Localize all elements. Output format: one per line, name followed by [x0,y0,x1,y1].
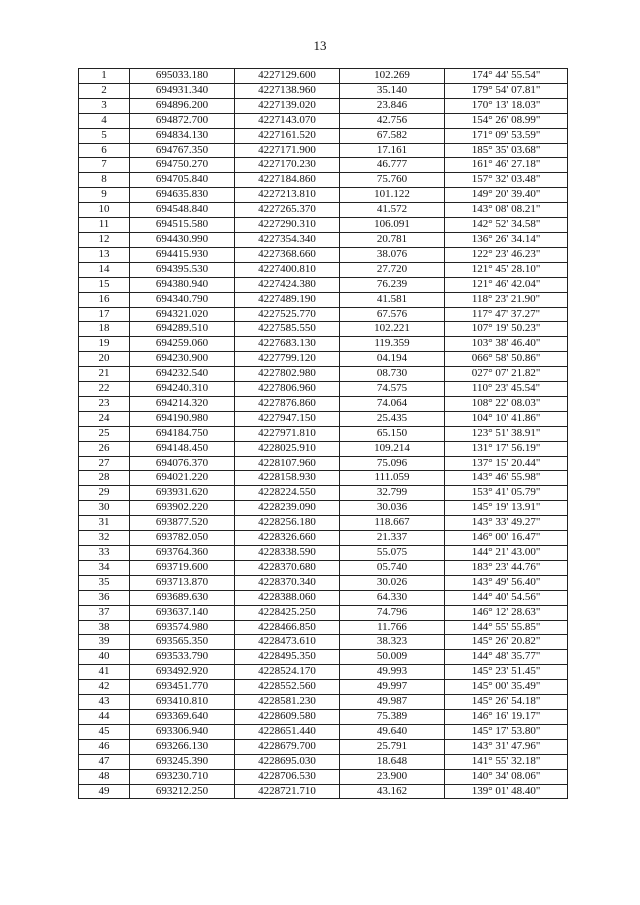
point-number-cell: 33 [79,546,130,561]
table-row [79,441,568,456]
table-row [79,605,568,620]
y-coordinate-cell: 4228107.960 [235,456,340,471]
angle-cell: 146° 00' 16.47" [445,531,568,546]
x-coordinate-cell: 694240.310 [130,382,235,397]
angle-cell: 122° 23' 46.23" [445,247,568,262]
angle-cell: 118° 23' 21.90" [445,292,568,307]
distance-cell: 43.162 [340,784,445,799]
point-number-cell: 46 [79,739,130,754]
angle-cell: 131° 17' 56.19" [445,441,568,456]
y-coordinate-cell: 4227161.520 [235,128,340,143]
point-number-cell: 42 [79,680,130,695]
y-coordinate-cell: 4228338.590 [235,546,340,561]
point-number-cell: 15 [79,277,130,292]
y-coordinate-cell: 4228466.850 [235,620,340,635]
y-coordinate-cell: 4227138.960 [235,83,340,98]
point-number-cell: 44 [79,709,130,724]
x-coordinate-cell: 693451.770 [130,680,235,695]
angle-cell: 145° 23' 51.45" [445,665,568,680]
table-row [79,203,568,218]
distance-cell: 18.648 [340,754,445,769]
angle-cell: 123° 51' 38.91" [445,426,568,441]
y-coordinate-cell: 4227184.860 [235,173,340,188]
y-coordinate-cell: 4228239.090 [235,501,340,516]
point-number-cell: 18 [79,322,130,337]
x-coordinate-cell: 693764.360 [130,546,235,561]
x-coordinate-cell: 694705.840 [130,173,235,188]
table-row [79,784,568,799]
table-row [79,546,568,561]
point-number-cell: 34 [79,560,130,575]
distance-cell: 23.846 [340,98,445,113]
distance-cell: 76.239 [340,277,445,292]
point-number-cell: 40 [79,650,130,665]
x-coordinate-cell: 694750.270 [130,158,235,173]
distance-cell: 109.214 [340,441,445,456]
x-coordinate-cell: 694415.930 [130,247,235,262]
y-coordinate-cell: 4228495.350 [235,650,340,665]
table-row [79,218,568,233]
distance-cell: 55.075 [340,546,445,561]
point-number-cell: 29 [79,486,130,501]
y-coordinate-cell: 4227947.150 [235,411,340,426]
angle-cell: 153° 41' 05.79" [445,486,568,501]
coordinates-table-body [79,69,568,799]
x-coordinate-cell: 694380.940 [130,277,235,292]
angle-cell: 121° 45' 28.10" [445,262,568,277]
point-number-cell: 35 [79,575,130,590]
x-coordinate-cell: 693565.350 [130,635,235,650]
table-row [79,531,568,546]
table-row [79,173,568,188]
table-row [79,426,568,441]
table-row [79,590,568,605]
angle-cell: 179° 54' 07.81" [445,83,568,98]
angle-cell: 146° 12' 28.63" [445,605,568,620]
point-number-cell: 37 [79,605,130,620]
x-coordinate-cell: 694289.510 [130,322,235,337]
point-number-cell: 19 [79,337,130,352]
distance-cell: 27.720 [340,262,445,277]
table-row [79,456,568,471]
y-coordinate-cell: 4227806.960 [235,382,340,397]
y-coordinate-cell: 4227585.550 [235,322,340,337]
point-number-cell: 31 [79,516,130,531]
table-row [79,620,568,635]
table-row [79,307,568,322]
x-coordinate-cell: 694340.790 [130,292,235,307]
y-coordinate-cell: 4227802.980 [235,367,340,382]
angle-cell: 142° 52' 34.58" [445,218,568,233]
x-coordinate-cell: 694430.990 [130,232,235,247]
distance-cell: 65.150 [340,426,445,441]
y-coordinate-cell: 4228256.180 [235,516,340,531]
distance-cell: 106.091 [340,218,445,233]
x-coordinate-cell: 694214.320 [130,396,235,411]
table-row [79,188,568,203]
angle-cell: 066° 58' 50.86" [445,352,568,367]
y-coordinate-cell: 4228370.680 [235,560,340,575]
angle-cell: 143° 33' 49.27" [445,516,568,531]
distance-cell: 75.096 [340,456,445,471]
point-number-cell: 4 [79,113,130,128]
point-number-cell: 39 [79,635,130,650]
table-row [79,337,568,352]
table-row [79,769,568,784]
angle-cell: 107° 19' 50.23" [445,322,568,337]
angle-cell: 103° 38' 46.40" [445,337,568,352]
angle-cell: 143° 49' 56.40" [445,575,568,590]
angle-cell: 157° 32' 03.48" [445,173,568,188]
table-row [79,83,568,98]
distance-cell: 67.582 [340,128,445,143]
y-coordinate-cell: 4228721.710 [235,784,340,799]
distance-cell: 49.987 [340,695,445,710]
table-row [79,560,568,575]
table-row [79,411,568,426]
angle-cell: 140° 34' 08.06" [445,769,568,784]
table-row [79,113,568,128]
distance-cell: 102.269 [340,69,445,84]
angle-cell: 136° 26' 34.14" [445,232,568,247]
angle-cell: 144° 40' 54.56" [445,590,568,605]
x-coordinate-cell: 694872.700 [130,113,235,128]
point-number-cell: 47 [79,754,130,769]
angle-cell: 117° 47' 37.27" [445,307,568,322]
y-coordinate-cell: 4227876.860 [235,396,340,411]
angle-cell: 171° 09' 53.59" [445,128,568,143]
y-coordinate-cell: 4227424.380 [235,277,340,292]
distance-cell: 38.076 [340,247,445,262]
y-coordinate-cell: 4228158.930 [235,471,340,486]
x-coordinate-cell: 694931.340 [130,83,235,98]
y-coordinate-cell: 4228609.580 [235,709,340,724]
y-coordinate-cell: 4228695.030 [235,754,340,769]
point-number-cell: 2 [79,83,130,98]
x-coordinate-cell: 693713.870 [130,575,235,590]
y-coordinate-cell: 4227170.230 [235,158,340,173]
angle-cell: 146° 16' 19.17" [445,709,568,724]
y-coordinate-cell: 4227525.770 [235,307,340,322]
distance-cell: 30.026 [340,575,445,590]
table-row [79,292,568,307]
y-coordinate-cell: 4227799.120 [235,352,340,367]
point-number-cell: 13 [79,247,130,262]
x-coordinate-cell: 694834.130 [130,128,235,143]
y-coordinate-cell: 4227971.810 [235,426,340,441]
x-coordinate-cell: 693637.140 [130,605,235,620]
distance-cell: 25.435 [340,411,445,426]
x-coordinate-cell: 693369.640 [130,709,235,724]
angle-cell: 143° 31' 47.96" [445,739,568,754]
distance-cell: 04.194 [340,352,445,367]
angle-cell: 174° 44' 55.54" [445,69,568,84]
y-coordinate-cell: 4228025.910 [235,441,340,456]
distance-cell: 08.730 [340,367,445,382]
angle-cell: 139° 01' 48.40" [445,784,568,799]
angle-cell: 161° 46' 27.18" [445,158,568,173]
point-number-cell: 20 [79,352,130,367]
distance-cell: 49.997 [340,680,445,695]
point-number-cell: 21 [79,367,130,382]
point-number-cell: 22 [79,382,130,397]
table-row [79,650,568,665]
distance-cell: 38.323 [340,635,445,650]
y-coordinate-cell: 4228581.230 [235,695,340,710]
y-coordinate-cell: 4228388.060 [235,590,340,605]
angle-cell: 145° 17' 53.80" [445,724,568,739]
angle-cell: 183° 23' 44.76" [445,560,568,575]
distance-cell: 35.140 [340,83,445,98]
x-coordinate-cell: 694548.840 [130,203,235,218]
x-coordinate-cell: 694021.220 [130,471,235,486]
distance-cell: 42.756 [340,113,445,128]
table-row [79,158,568,173]
y-coordinate-cell: 4227143.070 [235,113,340,128]
distance-cell: 111.059 [340,471,445,486]
x-coordinate-cell: 694184.750 [130,426,235,441]
x-coordinate-cell: 693719.600 [130,560,235,575]
distance-cell: 23.900 [340,769,445,784]
angle-cell: 144° 21' 43.00" [445,546,568,561]
x-coordinate-cell: 694896.200 [130,98,235,113]
point-number-cell: 43 [79,695,130,710]
coordinates-table [78,68,568,799]
table-row [79,322,568,337]
point-number-cell: 30 [79,501,130,516]
point-number-cell: 8 [79,173,130,188]
distance-cell: 67.576 [340,307,445,322]
angle-cell: 145° 19' 13.91" [445,501,568,516]
point-number-cell: 26 [79,441,130,456]
table-row [79,352,568,367]
table-row [79,724,568,739]
x-coordinate-cell: 693410.810 [130,695,235,710]
point-number-cell: 6 [79,143,130,158]
page-number: 13 [313,38,327,53]
x-coordinate-cell: 693306.940 [130,724,235,739]
table-row [79,277,568,292]
distance-cell: 101.122 [340,188,445,203]
distance-cell: 41.581 [340,292,445,307]
angle-cell: 137° 15' 20.44" [445,456,568,471]
distance-cell: 50.009 [340,650,445,665]
distance-cell: 05.740 [340,560,445,575]
distance-cell: 119.359 [340,337,445,352]
point-number-cell: 38 [79,620,130,635]
y-coordinate-cell: 4228651.440 [235,724,340,739]
distance-cell: 49.640 [340,724,445,739]
distance-cell: 17.161 [340,143,445,158]
point-number-cell: 11 [79,218,130,233]
x-coordinate-cell: 693782.050 [130,531,235,546]
point-number-cell: 10 [79,203,130,218]
y-coordinate-cell: 4227129.600 [235,69,340,84]
x-coordinate-cell: 693212.250 [130,784,235,799]
y-coordinate-cell: 4228425.250 [235,605,340,620]
point-number-cell: 7 [79,158,130,173]
table-row [79,262,568,277]
point-number-cell: 9 [79,188,130,203]
y-coordinate-cell: 4227171.900 [235,143,340,158]
distance-cell: 74.064 [340,396,445,411]
y-coordinate-cell: 4228473.610 [235,635,340,650]
point-number-cell: 3 [79,98,130,113]
x-coordinate-cell: 694232.540 [130,367,235,382]
y-coordinate-cell: 4227683.130 [235,337,340,352]
point-number-cell: 32 [79,531,130,546]
point-number-cell: 16 [79,292,130,307]
distance-cell: 41.572 [340,203,445,218]
table-row [79,367,568,382]
y-coordinate-cell: 4227368.660 [235,247,340,262]
angle-cell: 145° 00' 35.49" [445,680,568,695]
point-number-cell: 17 [79,307,130,322]
y-coordinate-cell: 4227213.810 [235,188,340,203]
table-row [79,69,568,84]
y-coordinate-cell: 4227290.310 [235,218,340,233]
y-coordinate-cell: 4228679.700 [235,739,340,754]
x-coordinate-cell: 693245.390 [130,754,235,769]
table-row [79,232,568,247]
x-coordinate-cell: 694076.370 [130,456,235,471]
x-coordinate-cell: 695033.180 [130,69,235,84]
table-row [79,665,568,680]
table-row [79,486,568,501]
distance-cell: 118.667 [340,516,445,531]
angle-cell: 108° 22' 08.03" [445,396,568,411]
angle-cell: 144° 55' 55.85" [445,620,568,635]
table-row [79,575,568,590]
x-coordinate-cell: 693230.710 [130,769,235,784]
point-number-cell: 41 [79,665,130,680]
y-coordinate-cell: 4227489.190 [235,292,340,307]
y-coordinate-cell: 4228706.530 [235,769,340,784]
x-coordinate-cell: 694395.530 [130,262,235,277]
x-coordinate-cell: 694321.020 [130,307,235,322]
table-row [79,501,568,516]
distance-cell: 30.036 [340,501,445,516]
x-coordinate-cell: 693877.520 [130,516,235,531]
table-row [79,635,568,650]
y-coordinate-cell: 4228552.560 [235,680,340,695]
angle-cell: 143° 08' 08.21" [445,203,568,218]
distance-cell: 21.337 [340,531,445,546]
table-row [79,143,568,158]
table-row [79,247,568,262]
distance-cell: 49.993 [340,665,445,680]
table-row [79,739,568,754]
x-coordinate-cell: 694230.900 [130,352,235,367]
distance-cell: 25.791 [340,739,445,754]
angle-cell: 027° 07' 21.82" [445,367,568,382]
x-coordinate-cell: 693492.920 [130,665,235,680]
x-coordinate-cell: 694767.350 [130,143,235,158]
y-coordinate-cell: 4228524.170 [235,665,340,680]
x-coordinate-cell: 693266.130 [130,739,235,754]
x-coordinate-cell: 693902.220 [130,501,235,516]
distance-cell: 102.221 [340,322,445,337]
x-coordinate-cell: 694515.580 [130,218,235,233]
angle-cell: 143° 46' 55.98" [445,471,568,486]
table-row [79,396,568,411]
angle-cell: 145° 26' 20.82" [445,635,568,650]
y-coordinate-cell: 4228224.550 [235,486,340,501]
angle-cell: 141° 55' 32.18" [445,754,568,769]
point-number-cell: 24 [79,411,130,426]
angle-cell: 144° 48' 35.77" [445,650,568,665]
angle-cell: 110° 23' 45.54" [445,382,568,397]
y-coordinate-cell: 4227139.020 [235,98,340,113]
point-number-cell: 14 [79,262,130,277]
x-coordinate-cell: 693689.630 [130,590,235,605]
distance-cell: 74.796 [340,605,445,620]
y-coordinate-cell: 4227400.810 [235,262,340,277]
distance-cell: 75.760 [340,173,445,188]
y-coordinate-cell: 4228370.340 [235,575,340,590]
distance-cell: 75.389 [340,709,445,724]
x-coordinate-cell: 694148.450 [130,441,235,456]
distance-cell: 20.781 [340,232,445,247]
x-coordinate-cell: 694190.980 [130,411,235,426]
table-row [79,128,568,143]
distance-cell: 74.575 [340,382,445,397]
table-row [79,516,568,531]
distance-cell: 32.799 [340,486,445,501]
y-coordinate-cell: 4227354.340 [235,232,340,247]
point-number-cell: 48 [79,769,130,784]
angle-cell: 154° 26' 08.99" [445,113,568,128]
x-coordinate-cell: 693931.620 [130,486,235,501]
point-number-cell: 36 [79,590,130,605]
point-number-cell: 23 [79,396,130,411]
point-number-cell: 5 [79,128,130,143]
y-coordinate-cell: 4228326.660 [235,531,340,546]
point-number-cell: 45 [79,724,130,739]
angle-cell: 149° 20' 39.40" [445,188,568,203]
table-row [79,382,568,397]
distance-cell: 11.766 [340,620,445,635]
angle-cell: 121° 46' 42.04" [445,277,568,292]
angle-cell: 145° 26' 54.18" [445,695,568,710]
x-coordinate-cell: 694259.060 [130,337,235,352]
point-number-cell: 1 [79,69,130,84]
point-number-cell: 28 [79,471,130,486]
x-coordinate-cell: 693574.980 [130,620,235,635]
angle-cell: 104° 10' 41.86" [445,411,568,426]
table-row [79,754,568,769]
point-number-cell: 49 [79,784,130,799]
distance-cell: 64.330 [340,590,445,605]
x-coordinate-cell: 694635.830 [130,188,235,203]
table-row [79,680,568,695]
angle-cell: 185° 35' 03.68" [445,143,568,158]
angle-cell: 170° 13' 18.03" [445,98,568,113]
x-coordinate-cell: 693533.790 [130,650,235,665]
table-row [79,709,568,724]
distance-cell: 46.777 [340,158,445,173]
point-number-cell: 12 [79,232,130,247]
y-coordinate-cell: 4227265.370 [235,203,340,218]
table-row [79,695,568,710]
point-number-cell: 27 [79,456,130,471]
table-row [79,98,568,113]
table-row [79,471,568,486]
point-number-cell: 25 [79,426,130,441]
